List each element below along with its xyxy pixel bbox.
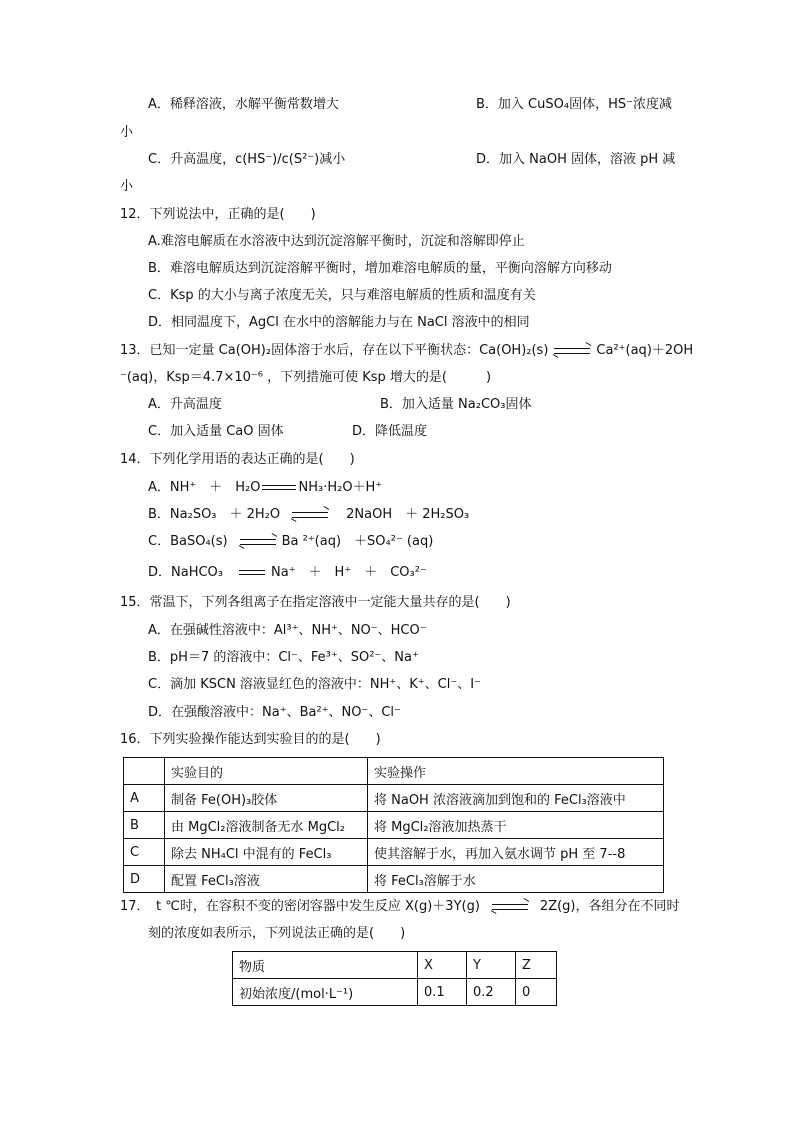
q13-stem-line1 [120,342,693,360]
q14-b-right: 2NaOH ＋ 2H₂SO₃ [346,507,470,522]
q15-stem: 15．常温下，下列各组离子在指定溶液中一定能大量共存的是( ) [120,595,511,610]
table-cell: 将 MgCl₂溶液加热蒸干 [368,812,664,839]
q14-option-a [148,479,382,497]
equilibrium-arrow-icon [552,345,592,357]
q16-stem: 16．下列实验操作能达到实验目的的是( ) [120,732,381,747]
table-cell: 初始浓度/(mol·L⁻¹) [233,979,418,1006]
q17-stem-a: 17． t ℃时，在容积不变的密闭容器中发生反应 X(g)＋3Y(g) [120,899,480,914]
q15-option-a: A．在强碱性溶液中：Al³⁺、NH⁺、NO⁻、HCO⁻ [148,623,427,638]
q14-a-left: A．NH⁺ ＋ H₂O [148,480,261,495]
q13-stem-a: 13．已知一定量 Ca(OH)₂固体溶于水后，存在以下平衡状态：Ca(OH)₂(s) [120,343,549,358]
table-header-cell [124,758,165,785]
table-row [233,979,557,1006]
q14-option-c [148,533,433,551]
table-cell: 0.1 [418,979,467,1006]
table-cell: 除去 NH₄Cl 中混有的 FeCl₃ [165,839,368,866]
q12-option-b: B．难溶电解质达到沉淀溶解平衡时，增加难溶电解质的量，平衡向溶解方向移动 [148,261,612,276]
equals-sign-icon [239,569,265,577]
q15-option-d: D．在强酸溶液中：Na⁺、Ba²⁺、NO⁻、Cl⁻ [148,705,401,720]
table-row [124,839,664,866]
table-row [124,812,664,839]
q17-stem-line1 [120,898,680,916]
q12-option-c: C．Ksp 的大小与离子浓度无关，只与难溶电解质的性质和温度有关 [148,288,536,303]
table-header-cell: 实验目的 [165,758,368,785]
q12-option-a: A.难溶电解质在水溶液中达到沉淀溶解平衡时，沉淀和溶解即停止 [148,234,525,249]
table-header-cell: Z [516,952,557,979]
table-header-cell: 实验操作 [368,758,664,785]
q11-option-a: A．稀释溶液，水解平衡常数增大 [148,97,339,112]
table-cell: D [124,866,165,893]
q13-option-a: A．升高温度 [148,397,222,412]
equilibrium-arrow-icon [490,901,530,913]
table-cell: 使其溶解于水，再加入氨水调节 pH 至 7--8 [368,839,664,866]
q11-option-d: D．加入 NaOH 固体，溶液 pH 减 [476,152,676,167]
q14-b-left: B．Na₂SO₃ ＋ 2H₂O [148,507,281,522]
q14-stem: 14．下列化学用语的表达正确的是( ) [120,452,355,467]
q14-c-left: C．BaSO₄(s) [148,534,228,549]
q15-option-c: C．滴加 KSCN 溶液显红色的溶液中：NH⁺、K⁺、Cl⁻、I⁻ [148,677,481,692]
q14-option-d [148,564,427,582]
table-cell: B [124,812,165,839]
table-cell: A [124,785,165,812]
table-cell: 将 FeCl₃溶解于水 [368,866,664,893]
q13-stem-b: Ca²⁺(aq)＋2OH [596,343,694,358]
table-row [124,866,664,893]
q11-option-d-wrap: 小 [120,179,134,194]
q16-table [123,757,664,893]
q14-d-left: D．NaHCO₃ [148,565,223,580]
q17-table [232,951,557,1006]
q14-c-right: Ba ²⁺(aq) ＋SO₄²⁻ (aq) [281,534,434,549]
q14-option-b [148,506,469,524]
q12-stem: 12．下列说法中，正确的是( ) [120,207,316,222]
q11-option-b: B．加入 CuSO₄固体，HS⁻浓度减 [476,97,672,112]
table-cell: 将 NaOH 浓溶液滴加到饱和的 FeCl₃溶液中 [368,785,664,812]
table-cell: 0 [516,979,557,1006]
table-cell: C [124,839,165,866]
equilibrium-arrow-icon [290,509,330,521]
q13-option-b: B．加入适量 Na₂CO₃固体 [380,397,532,412]
q13-stem-c: ⁻(aq)，Ksp＝4.7×10⁻⁶ ，下列措施可使 Ksp 增大的是( ) [120,370,492,385]
table-cell: 制备 Fe(OH)₃胶体 [165,785,368,812]
equals-sign-icon [262,484,296,492]
table-header-cell: Y [467,952,516,979]
table-cell: 0.2 [467,979,516,1006]
table-header-cell: X [418,952,467,979]
table-cell: 由 MgCl₂溶液制备无水 MgCl₂ [165,812,368,839]
table-header-row [124,758,664,785]
q11-option-b-wrap: 小 [120,125,134,140]
q13-option-d: D．降低温度 [352,424,428,439]
q17-stem-c: 刻的浓度如表所示，下列说法正确的是( ) [148,926,406,941]
q13-option-c: C．加入适量 CaO 固体 [148,424,284,439]
q15-option-b: B．pH＝7 的溶液中：Cl⁻、Fe³⁺、SO²⁻、Na⁺ [148,650,419,665]
q12-option-d: D．相同温度下，AgCl 在水中的溶解能力与在 NaCl 溶液中的相同 [148,315,530,330]
q14-a-right: NH₃·H₂O＋H⁺ [298,480,383,495]
table-row [124,785,664,812]
table-header-row [233,952,557,979]
q17-stem-b: 2Z(g)，各组分在不同时 [539,899,680,914]
equilibrium-arrow-icon [238,536,278,548]
q14-d-right: Na⁺ ＋ H⁺ ＋ CO₃²⁻ [271,565,427,580]
table-cell: 配置 FeCl₃溶液 [165,866,368,893]
table-header-cell: 物质 [233,952,418,979]
q11-option-c: C．升高温度，c(HS⁻)/c(S²⁻)减小 [148,152,346,167]
